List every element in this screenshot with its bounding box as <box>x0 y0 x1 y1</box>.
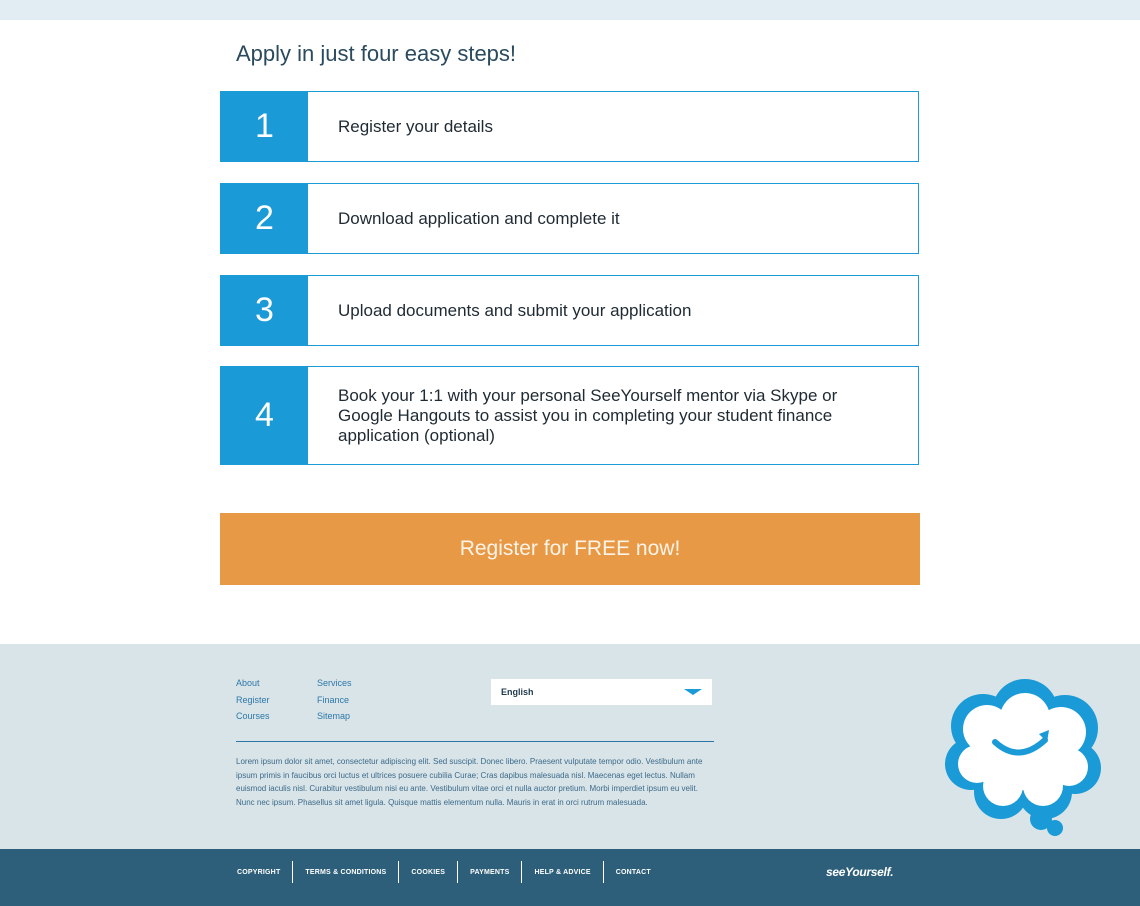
step-number: 3 <box>221 276 308 345</box>
footer-link-services[interactable]: Services <box>317 678 352 688</box>
bottom-link-help[interactable]: HELP & ADVICE <box>534 868 591 876</box>
bottom-nav <box>236 860 663 884</box>
bottom-link-contact[interactable]: CONTACT <box>615 868 651 876</box>
step-number: 1 <box>221 92 308 161</box>
footer-link-about[interactable]: About <box>236 678 260 688</box>
footer-links-col2 <box>317 675 352 725</box>
chevron-down-icon <box>684 689 702 695</box>
footer-link-register[interactable]: Register <box>236 694 270 705</box>
bottom-link-copyright[interactable]: COPYRIGHT <box>237 868 281 876</box>
steps-heading: Apply in just four easy steps! <box>236 41 517 66</box>
step-number: 4 <box>221 367 308 464</box>
step-text: Register your details <box>338 116 493 136</box>
step-1 <box>220 91 919 162</box>
footer-divider <box>236 741 714 742</box>
footer-link-sitemap[interactable]: Sitemap <box>317 711 351 721</box>
step-text: Book your 1:1 with your personal SeeYourself mentor via Skype or Google Hangouts to assist you in completing your student finance application (optional) <box>338 385 838 445</box>
step-number: 2 <box>221 184 308 253</box>
bottom-link-cookies[interactable]: COOKIES <box>411 868 446 876</box>
step-text: Upload documents and submit your application <box>338 300 692 320</box>
bottom-link-payments[interactable]: PAYMENTS <box>470 868 510 876</box>
brand-logo: seeYourself. <box>826 865 894 879</box>
thought-cloud-smile-icon <box>945 676 1105 841</box>
bottom-link-terms[interactable]: TERMS & CONDITIONS <box>305 868 387 876</box>
footer-link-finance[interactable]: Finance <box>317 694 350 705</box>
language-select[interactable] <box>491 679 712 705</box>
language-selected-value: English <box>501 687 534 697</box>
top-strip <box>0 0 1140 20</box>
step-4 <box>220 366 919 465</box>
footer-text: Lorem ipsum dolor sit amet, consectetur adipiscing elit. Sed suscipit. Donec libero. Praesent vulputate tempor odio. Vestibulum ante ipsum primis in faucibus orci luctus et ultrices posuere cubilia Curae; Cras dapibus malesuada nisl. Maecenas eget lectus. Nullam euismod iaculis nisl. Curabitur vestibulum nisi eu ante. Vestibulum vitae orci et nulla auctor pretium. Morbi imperdiet ipsum eu velit. Nunc nec ipsum. Phasellus sit amet ligula. Quisque mattis elementum nulla. Mauris in erat in orci rutrum malesuada. <box>236 757 703 808</box>
step-text: Download application and complete it <box>338 208 620 228</box>
step-2 <box>220 183 919 254</box>
footer-link-courses[interactable]: Courses <box>236 711 270 721</box>
footer-links-col1 <box>236 675 270 725</box>
register-free-button[interactable]: Register for FREE now! <box>220 513 920 585</box>
step-3 <box>220 275 919 346</box>
